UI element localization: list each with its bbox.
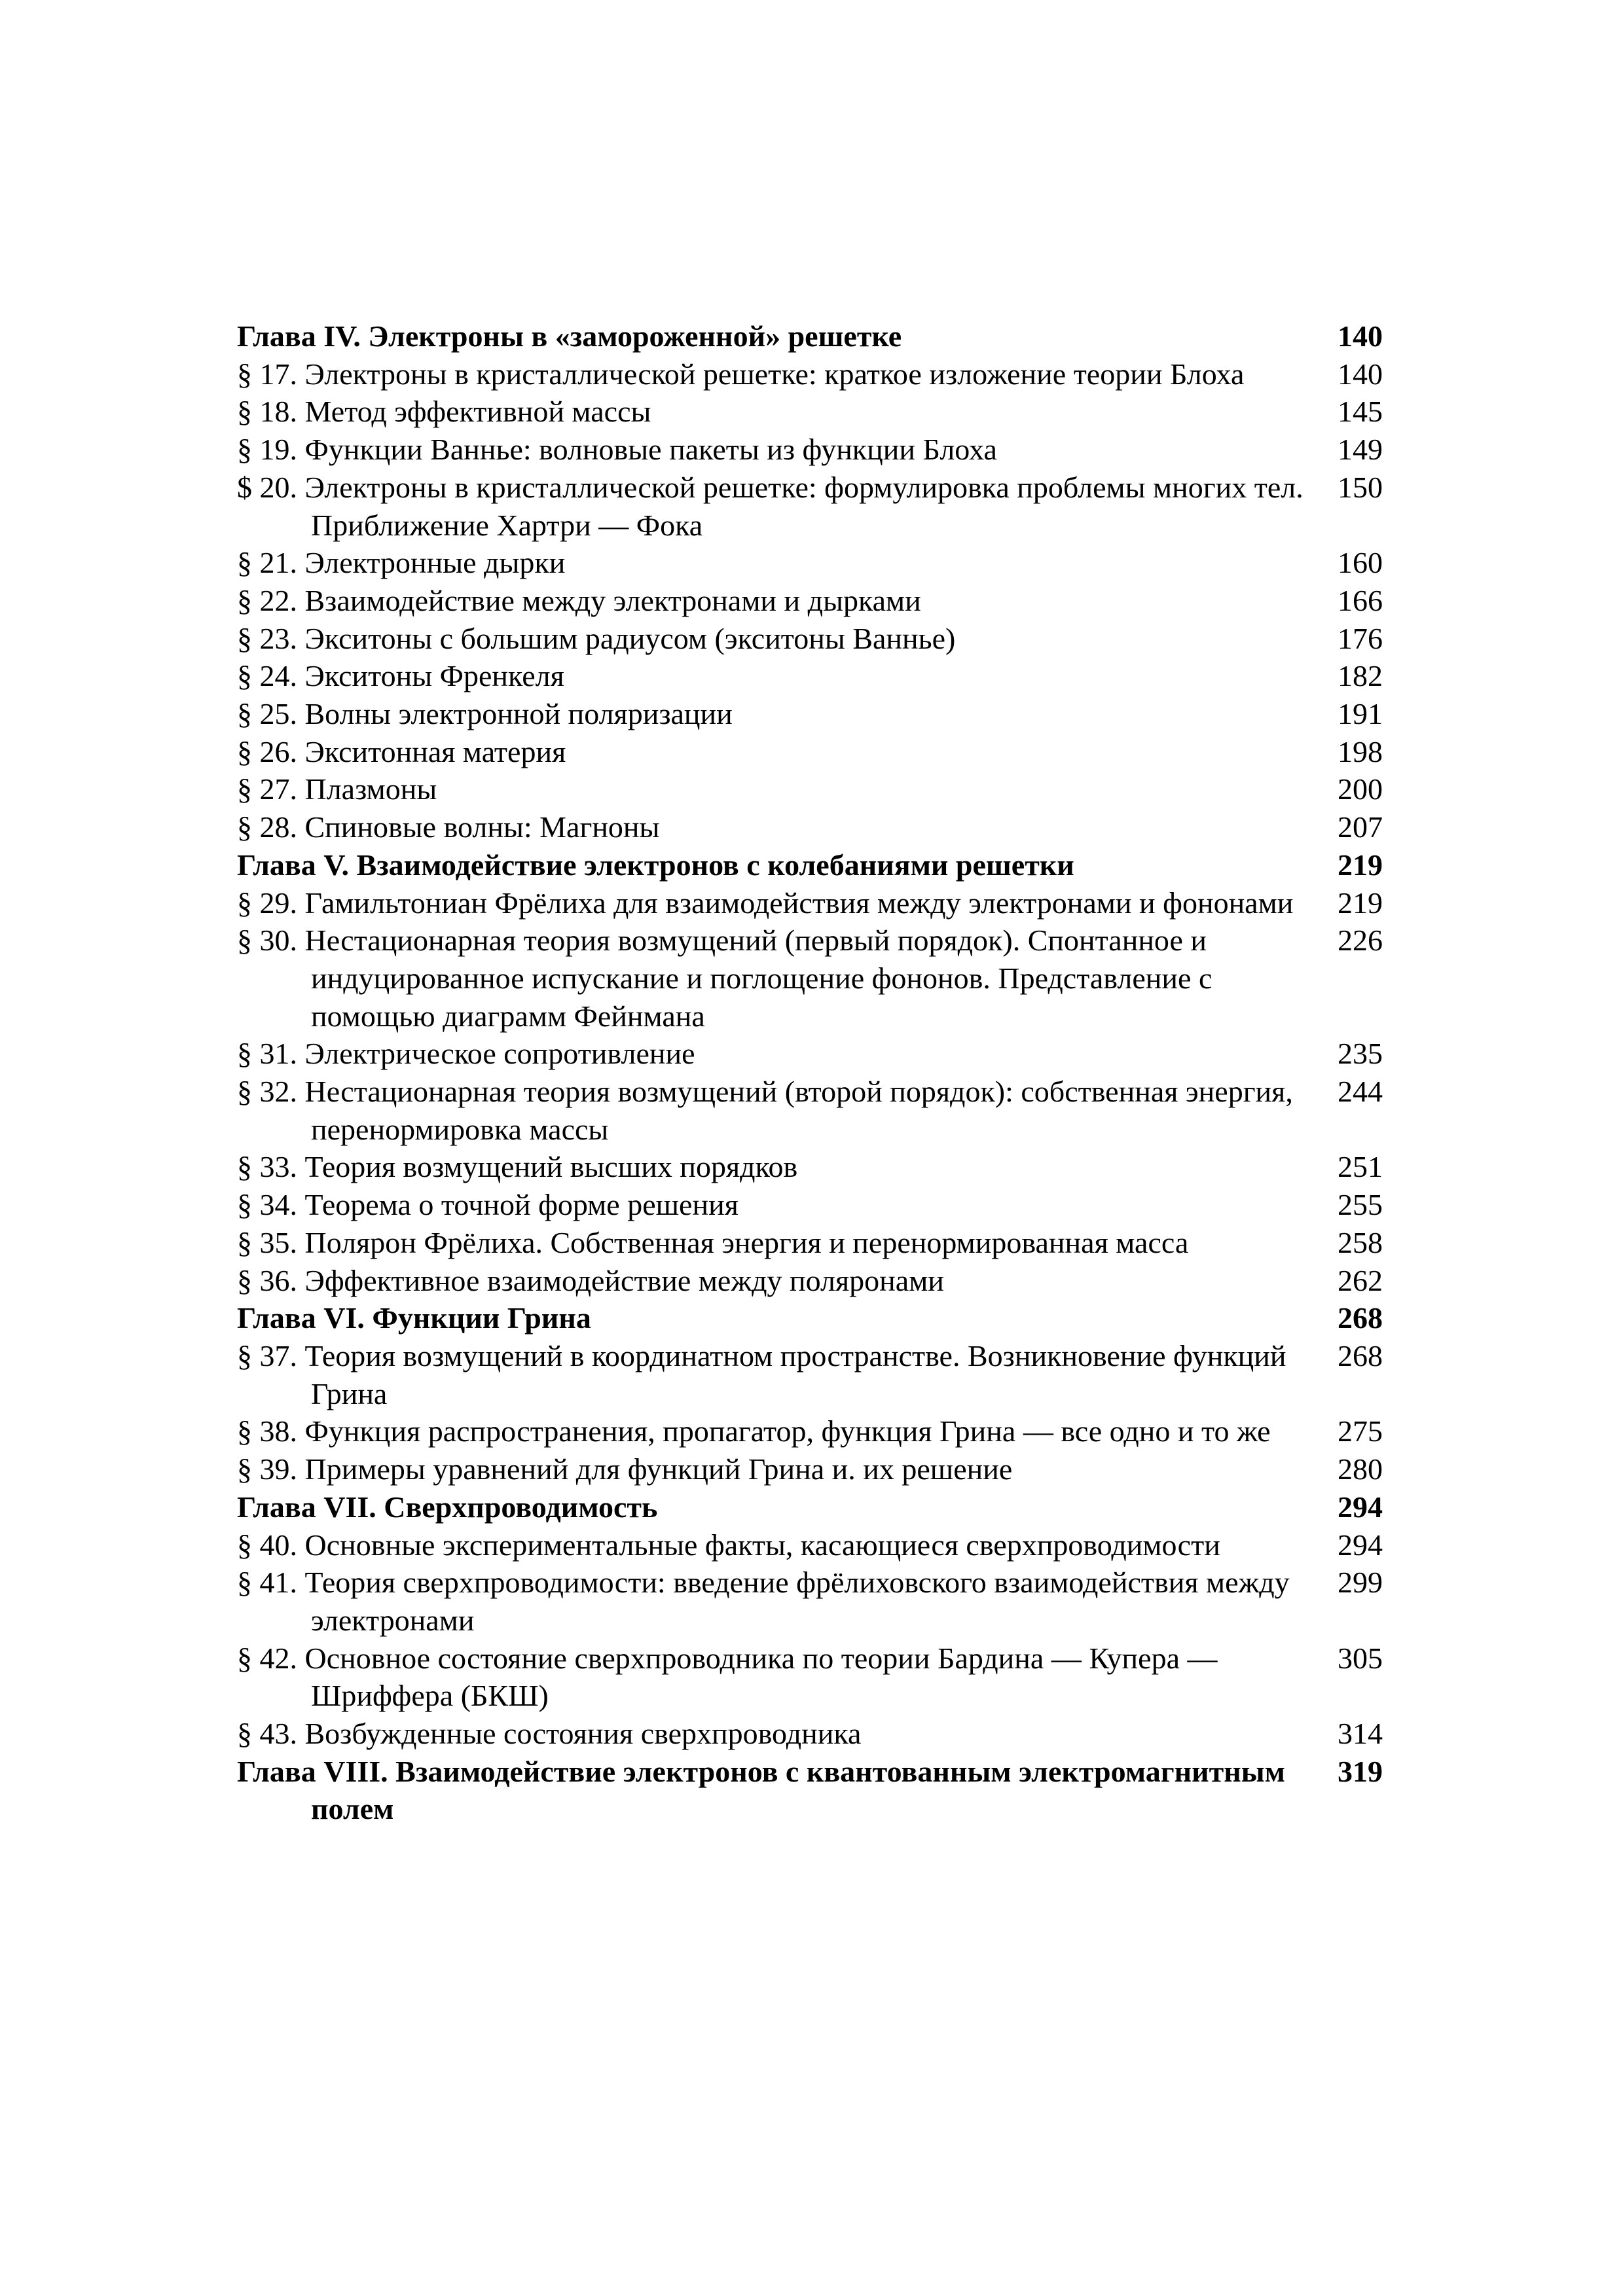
section-title: § 25. Волны электронной поляризации bbox=[237, 697, 733, 731]
section-title: § 30. Нестационарная теория возмущений (первый порядок). Спонтанное и индуцированное испускание и поглощение фононов. Представление с помощью диаграмм Фейнмана bbox=[237, 924, 1213, 1033]
page-number: 305 bbox=[1338, 1641, 1383, 1675]
page-number: 251 bbox=[1338, 1150, 1383, 1184]
page-number: 299 bbox=[1338, 1566, 1383, 1600]
section-title: § 18. Метод эффективной массы bbox=[237, 395, 651, 429]
toc-section-entry bbox=[237, 1186, 1383, 1224]
section-title: $ 20. Электроны в кристаллической решетке: формулировка проблемы многих тел. Приближение Хартри — Фока bbox=[237, 470, 1304, 542]
page-number: 150 bbox=[1338, 470, 1383, 504]
page-number: 145 bbox=[1338, 395, 1383, 429]
toc-section-entry bbox=[237, 1715, 1383, 1753]
page-number: 226 bbox=[1338, 924, 1383, 958]
section-title: § 39. Примеры уравнений для функций Грина и. их решение bbox=[237, 1452, 1013, 1486]
section-title: § 43. Возбужденные состояния сверхпроводника bbox=[237, 1717, 862, 1751]
toc-section-entry bbox=[237, 1035, 1383, 1073]
section-title: § 17. Электроны в кристаллической решетке: краткое изложение теории Блоха bbox=[237, 357, 1245, 391]
toc-section-entry bbox=[237, 620, 1383, 658]
section-title: § 34. Теорема о точной форме решения bbox=[237, 1188, 739, 1222]
table-of-contents bbox=[237, 317, 1383, 1828]
section-title: § 36. Эффективное взаимодействие между поляронами bbox=[237, 1263, 944, 1297]
page-number: 275 bbox=[1338, 1414, 1383, 1448]
chapter-title: Глава IV. Электроны в «замороженной» решетке bbox=[237, 319, 902, 353]
section-title: § 22. Взаимодействие между электронами и дырками bbox=[237, 583, 921, 617]
section-title: § 40. Основные экспериментальные факты, касающиеся сверхпроводимости bbox=[237, 1528, 1220, 1562]
section-title: § 21. Электронные дырки bbox=[237, 546, 566, 580]
toc-section-entry bbox=[237, 1412, 1383, 1450]
section-title: § 32. Нестационарная теория возмущений (второй порядок): собственная энергия, перенормировка массы bbox=[237, 1075, 1293, 1146]
toc-section-entry bbox=[237, 1564, 1383, 1639]
section-title: § 31. Электрическое сопротивление bbox=[237, 1037, 695, 1071]
toc-section-entry bbox=[237, 1640, 1383, 1715]
page-number: 166 bbox=[1338, 583, 1383, 617]
toc-chapter-entry bbox=[237, 1299, 1383, 1337]
toc-section-entry bbox=[237, 582, 1383, 620]
section-title: § 27. Плазмоны bbox=[237, 772, 437, 806]
page-number: 207 bbox=[1338, 810, 1383, 844]
page-number: 294 bbox=[1338, 1528, 1383, 1562]
chapter-title: Глава VIII. Взаимодействие электронов с квантованным электромагнитным полем bbox=[237, 1754, 1286, 1826]
page-number: 268 bbox=[1338, 1338, 1383, 1372]
section-title: § 29. Гамильтониан Фрёлиха для взаимодействия между электронами и фононами bbox=[237, 886, 1294, 920]
page-number: 244 bbox=[1338, 1075, 1383, 1109]
page-number: 280 bbox=[1338, 1452, 1383, 1486]
toc-list bbox=[237, 317, 1383, 1828]
toc-section-entry bbox=[237, 1450, 1383, 1488]
chapter-title: Глава V. Взаимодействие электронов с колебаниями решетки bbox=[237, 848, 1074, 882]
toc-section-entry bbox=[237, 544, 1383, 582]
section-title: § 42. Основное состояние сверхпроводника по теории Бардина — Купера — Шриффера (БКШ) bbox=[237, 1641, 1218, 1713]
toc-section-entry bbox=[237, 355, 1383, 393]
toc-section-entry bbox=[237, 1526, 1383, 1564]
page-number: 182 bbox=[1338, 659, 1383, 693]
section-title: § 23. Экситоны с большим радиусом (экситоны Ваннье) bbox=[237, 621, 956, 655]
toc-section-entry bbox=[237, 469, 1383, 544]
toc-chapter-entry bbox=[237, 1753, 1383, 1828]
section-title: § 37. Теория возмущений в координатном пространстве. Возникновение функций Грина bbox=[237, 1338, 1286, 1410]
page-number: 219 bbox=[1338, 886, 1383, 920]
toc-section-entry bbox=[237, 1337, 1383, 1412]
toc-section-entry bbox=[237, 922, 1383, 1035]
page-number: 268 bbox=[1338, 1301, 1383, 1335]
toc-section-entry bbox=[237, 657, 1383, 695]
section-title: § 35. Полярон Фрёлиха. Собственная энергия и перенормированная масса bbox=[237, 1225, 1189, 1259]
page-number: 219 bbox=[1338, 848, 1383, 882]
toc-section-entry bbox=[237, 884, 1383, 922]
section-title: § 19. Функции Ваннье: волновые пакеты из функции Блоха bbox=[237, 433, 997, 467]
section-title: § 41. Теория сверхпроводимости: введение фрёлиховского взаимодействия между электронами bbox=[237, 1566, 1290, 1637]
toc-chapter-entry bbox=[237, 317, 1383, 355]
page-number: 198 bbox=[1338, 734, 1383, 768]
toc-section-entry bbox=[237, 1262, 1383, 1300]
page-number: 262 bbox=[1338, 1263, 1383, 1297]
toc-section-entry bbox=[237, 431, 1383, 469]
toc-section-entry bbox=[237, 770, 1383, 808]
chapter-title: Глава VII. Сверхпроводимость bbox=[237, 1490, 658, 1524]
toc-chapter-entry bbox=[237, 1488, 1383, 1526]
toc-section-entry bbox=[237, 808, 1383, 846]
page-number: 319 bbox=[1338, 1754, 1383, 1788]
toc-section-entry bbox=[237, 733, 1383, 771]
page-number: 314 bbox=[1338, 1717, 1383, 1751]
page-number: 140 bbox=[1338, 357, 1383, 391]
toc-chapter-entry bbox=[237, 846, 1383, 884]
page-number: 140 bbox=[1338, 319, 1383, 353]
page-number: 258 bbox=[1338, 1225, 1383, 1259]
page-number: 294 bbox=[1338, 1490, 1383, 1524]
page-number: 149 bbox=[1338, 433, 1383, 467]
section-title: § 38. Функция распространения, пропагатор, функция Грина — все одно и то же bbox=[237, 1414, 1271, 1448]
page-number: 255 bbox=[1338, 1188, 1383, 1222]
toc-section-entry bbox=[237, 695, 1383, 733]
toc-section-entry bbox=[237, 1224, 1383, 1262]
chapter-title: Глава VI. Функции Грина bbox=[237, 1301, 591, 1335]
toc-section-entry bbox=[237, 1148, 1383, 1186]
page-number: 191 bbox=[1338, 697, 1383, 731]
section-title: § 26. Экситонная материя bbox=[237, 734, 566, 768]
page-number: 176 bbox=[1338, 621, 1383, 655]
toc-section-entry bbox=[237, 1073, 1383, 1148]
section-title: § 33. Теория возмущений высших порядков bbox=[237, 1150, 798, 1184]
section-title: § 28. Спиновые волны: Магноны bbox=[237, 810, 660, 844]
page-number: 160 bbox=[1338, 546, 1383, 580]
page-number: 235 bbox=[1338, 1037, 1383, 1071]
page-number: 200 bbox=[1338, 772, 1383, 806]
toc-section-entry bbox=[237, 393, 1383, 431]
section-title: § 24. Экситоны Френкеля bbox=[237, 659, 564, 693]
